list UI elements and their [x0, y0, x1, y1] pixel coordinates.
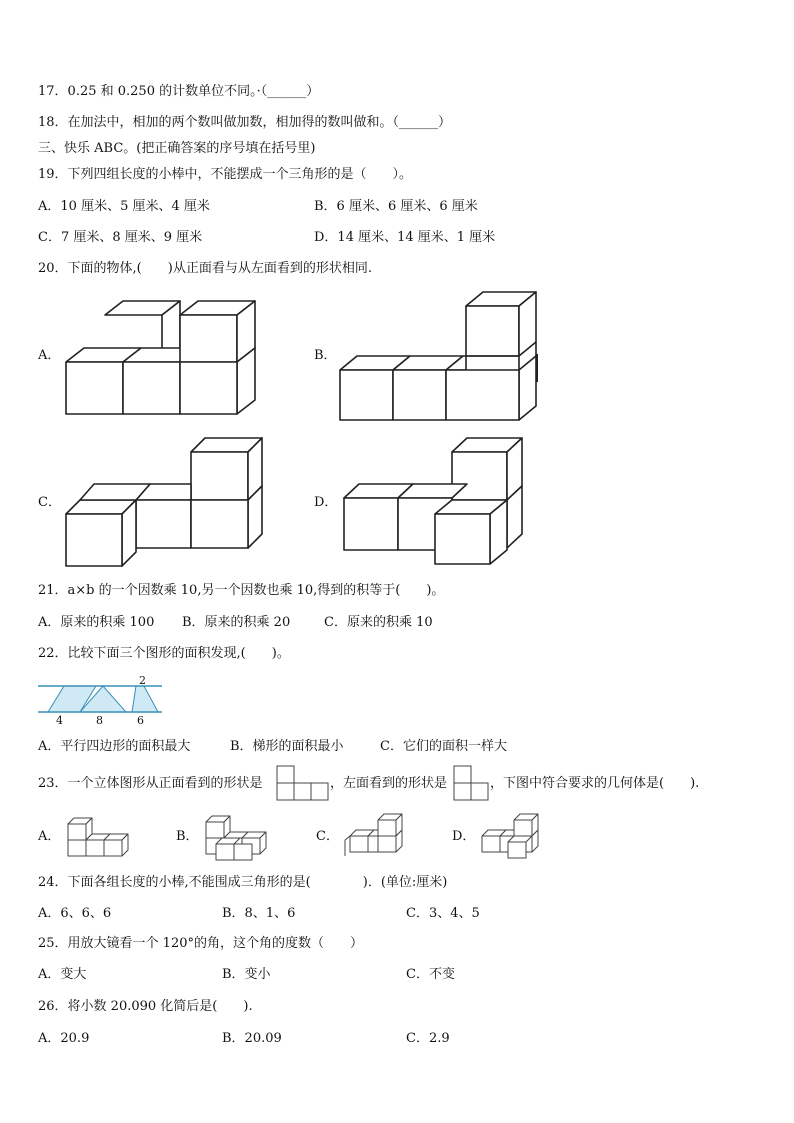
q23-left-view-figure — [453, 765, 490, 801]
q23-option-a-label: A． — [38, 829, 61, 844]
trapezoid-shape — [132, 686, 158, 712]
q25-option-b: B．变小 — [222, 967, 271, 982]
q20-figure-d — [340, 432, 540, 572]
question-20-stem: 20．下面的物体,( )从正面看与从左面看到的形状相同. — [38, 261, 372, 276]
q20-figure-b — [336, 288, 546, 424]
q23-option-c-label: C． — [316, 829, 339, 844]
q25-option-a: A．变大 — [38, 967, 87, 982]
q20-option-c-label: C． — [38, 495, 61, 510]
q23-option-b-label: B． — [176, 829, 199, 844]
q22-option-b: B．梯形的面积最小 — [230, 739, 344, 754]
q21-option-c: C．原来的积乘 10 — [324, 615, 433, 630]
q23-front-view-figure — [276, 765, 330, 801]
q19-option-c: C．7 厘米、8 厘米、9 厘米 — [38, 230, 203, 245]
label-6: 6 — [137, 714, 144, 727]
q20-option-d-label: D． — [314, 495, 338, 510]
q26-option-a: A．20.9 — [38, 1031, 90, 1046]
q24-option-b: B．8、1、6 — [222, 906, 296, 921]
q23-figure-b — [202, 812, 268, 862]
question-26-stem: 26．将小数 20.090 化简后是( ). — [38, 999, 253, 1014]
label-4: 4 — [56, 714, 63, 727]
q21-option-b: B．原来的积乘 20 — [182, 615, 291, 630]
question-24-stem: 24．下面各组长度的小棒,不能围成三角形的是( )．(单位:厘米) — [38, 875, 448, 890]
q26-option-c: C．2.9 — [406, 1031, 450, 1046]
question-22-stem: 22．比较下面三个图形的面积发现,( )。 — [38, 646, 290, 661]
q24-option-a: A．6、6、6 — [38, 906, 112, 921]
question-18: 18．在加法中，相加的两个数叫做加数，相加得的数叫做和。（______） — [38, 115, 452, 130]
q20-option-a-label: A． — [38, 348, 61, 363]
q22-option-a: A．平行四边形的面积最大 — [38, 739, 191, 754]
q22-option-c: C．它们的面积一样大 — [380, 739, 507, 754]
q20-figure-a — [60, 296, 260, 420]
section-3-heading: 三、快乐 ABC。(把正确答案的序号填在括号里) — [38, 141, 316, 156]
q23-figure-a — [64, 814, 134, 860]
q25-option-c: C．不变 — [406, 967, 455, 982]
q23-option-d-label: D． — [452, 829, 476, 844]
label-top-2: 2 — [139, 674, 146, 687]
question-17: 17．0.25 和 0.250 的计数单位不同。·（______） — [38, 84, 320, 99]
q21-option-a: A．原来的积乘 100 — [38, 615, 155, 630]
q19-option-b: B．6 厘米、6 厘米、6 厘米 — [314, 199, 478, 214]
q19-option-a: A．10 厘米、5 厘米、4 厘米 — [38, 199, 210, 214]
q23-figure-c — [342, 810, 404, 860]
question-25-stem: 25．用放大镜看一个 120°的角，这个角的度数（ ） — [38, 936, 363, 951]
q19-option-d: D．14 厘米、14 厘米、1 厘米 — [314, 230, 496, 245]
question-21-stem: 21．a×b 的一个因数乘 10,另一个因数也乘 10,得到的积等于( )。 — [38, 583, 445, 598]
q22-area-figure — [36, 672, 176, 728]
q23-figure-d — [478, 810, 542, 860]
q20-figure-c — [62, 432, 272, 572]
question-23-stem-3: ，下图中符合要求的几何体是( ). — [490, 776, 700, 791]
question-23-stem-2: ，左面看到的形状是 — [330, 776, 448, 791]
question-19-stem: 19．下列四组长度的小棒中，不能摆成一个三角形的是（ ）。 — [38, 167, 413, 182]
q26-option-b: B．20.09 — [222, 1031, 282, 1046]
q24-option-c: C．3、4、5 — [406, 906, 480, 921]
question-23-stem-1: 23．一个立体图形从正面看到的形状是 — [38, 776, 263, 791]
label-8: 8 — [96, 714, 103, 727]
q20-option-b-label: B． — [314, 348, 337, 363]
